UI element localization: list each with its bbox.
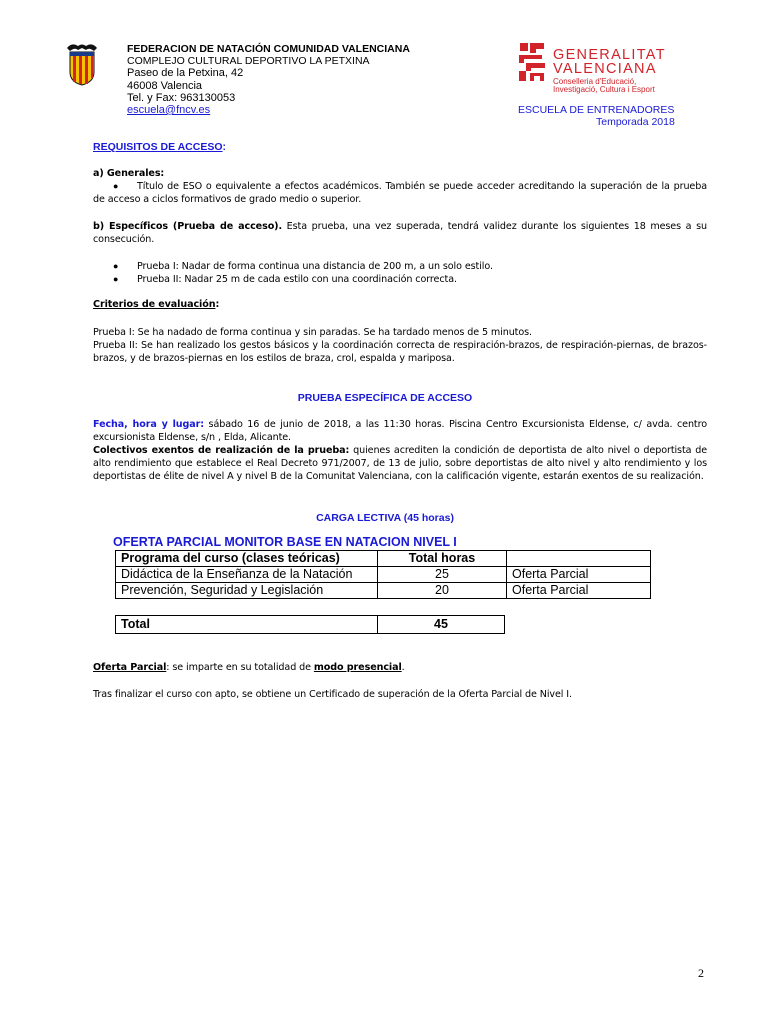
bullet-dot: ●: [113, 261, 119, 271]
generalitat-title-1: GENERALITAT: [553, 47, 666, 63]
col-horas-header: Total horas: [378, 551, 507, 567]
total-label: Total: [116, 616, 378, 634]
generales-label: a) Generales:: [93, 168, 165, 179]
bullet-dot: ●: [113, 274, 119, 284]
oferta-cell: Oferta Parcial: [507, 567, 651, 583]
requisitos-title-colon: :: [222, 141, 227, 153]
table-header-row: [116, 551, 651, 567]
requisitos-title-text: REQUISITOS DE ACCESO: [93, 141, 223, 153]
total-row: [116, 616, 505, 634]
fecha-label: Fecha, hora y lugar:: [93, 419, 205, 430]
criterios-title-text: Criterios de evaluación: [93, 299, 216, 310]
oferta-note-mid: : se imparte en su totalidad de: [166, 662, 314, 673]
criterios-prueba-i: Prueba I: Se ha nadado de forma continua y sin paradas. Se ha tardado menos de 5 minutos.: [93, 327, 532, 338]
requisitos-title: [93, 141, 226, 154]
season: Temporada 2018: [596, 116, 675, 128]
programa-cell: Didáctica de la Enseñanza de la Natación: [116, 567, 378, 583]
exentos-text: quienes acrediten la condición de deportista de alto nivel o deportista de alto rendimiento que establece el Real Decreto 971/2007, de 13 de julio, sobre deportistas de alto nivel y alto rendimiento y los deportistas de élite de nivel A y nivel B de la Comunitat Valenciana, con la calificación vigente, estarán exentos de su realización.: [93, 445, 707, 483]
especificos-label: b) Específicos (Prueba de acceso).: [93, 221, 283, 232]
generales-bullet: Título de ESO o equivalente a efectos académicos. También se puede acceder acreditando la superación de la prueba de acceso a ciclos formativos de grado medio o superior.: [93, 181, 707, 206]
prueba-title: PRUEBA ESPECÍFICA DE ACCESO: [297, 392, 473, 404]
federation-name: FEDERACION DE NATACIÓN COMUNIDAD VALENCIANA: [127, 43, 410, 55]
table-row: [116, 567, 651, 583]
oferta-note-mode: modo presencial: [313, 662, 402, 673]
criterios-title-colon: :: [215, 299, 220, 310]
fecha-paragraph: [93, 418, 707, 444]
oferta-note: [93, 661, 405, 674]
exentos-label: Colectivos exentos de realización de la prueba:: [93, 445, 350, 456]
programa-cell: Prevención, Seguridad y Legislación: [116, 583, 378, 599]
horas-cell: 20: [378, 583, 507, 599]
oferta-note-label: Oferta Parcial: [93, 662, 167, 673]
prueba-i-bullet: Prueba I: Nadar de forma continua una distancia de 200 m, a un solo estilo.: [137, 261, 493, 272]
phone-fax: Tel. y Fax: 963130053: [127, 92, 236, 104]
especificos-text: Esta prueba, una vez superada, tendrá validez durante los siguientes 18 meses a su consecución.: [93, 221, 707, 246]
exentos-paragraph: [93, 444, 707, 484]
criterios-title: [93, 298, 219, 311]
col-extra-header: [507, 551, 651, 567]
fecha-text: sábado 16 de junio de 2018, a las 11:30 horas. Piscina Centro Excursionista Eldense, c/ avda. centro excursionista Eldense, s/n , Elda, Alicante.: [93, 419, 707, 444]
table-row: [116, 583, 651, 599]
especificos-paragraph: [93, 220, 707, 246]
carga-title: CARGA LECTIVA (45 horas): [316, 512, 454, 524]
fncv-crest-logo: [64, 42, 100, 86]
oferta-cell: Oferta Parcial: [507, 583, 651, 599]
street-address: Paseo de la Petxina, 42: [127, 67, 244, 79]
prueba-ii-bullet: Prueba II: Nadar 25 m de cada estilo con una coordinación correcta.: [137, 274, 457, 285]
criterios-prueba-ii: Prueba II: Se han realizado los gestos básicos y la coordinación correcta de respiración-brazos, de respiración-piernas, de brazos-brazos, y de brazos-piernas en los estilos de braza, crol, espalda y mariposa.: [93, 340, 707, 365]
conselleria-line-1: Conselleria d'Educació,: [553, 77, 637, 86]
complex-name: COMPLEJO CULTURAL DEPORTIVO LA PETXINA: [127, 55, 370, 67]
total-value: 45: [378, 616, 505, 634]
course-table: [115, 550, 651, 599]
total-table: [115, 615, 505, 634]
oferta-note-end: .: [401, 662, 405, 673]
page-number: 2: [698, 966, 704, 980]
final-note: Tras finalizar el curso con apto, se obtiene un Certificado de superación de la Oferta Parcial de Nivel I.: [93, 689, 572, 700]
generalitat-emblem-icon: [516, 41, 548, 83]
horas-cell: 25: [378, 567, 507, 583]
generalitat-title-2: VALENCIANA: [553, 61, 657, 77]
oferta-title: OFERTA PARCIAL MONITOR BASE EN NATACION NIVEL I: [113, 535, 457, 549]
city-address: 46008 Valencia: [127, 80, 203, 92]
col-programa-header: Programa del curso (clases teóricas): [116, 551, 378, 567]
email-link[interactable]: escuela@fncv.es: [127, 104, 211, 116]
conselleria-line-2: Investigació, Cultura i Esport: [553, 85, 655, 94]
school-name: ESCUELA DE ENTRENADORES: [518, 104, 675, 116]
bullet-dot: ●: [113, 181, 119, 191]
